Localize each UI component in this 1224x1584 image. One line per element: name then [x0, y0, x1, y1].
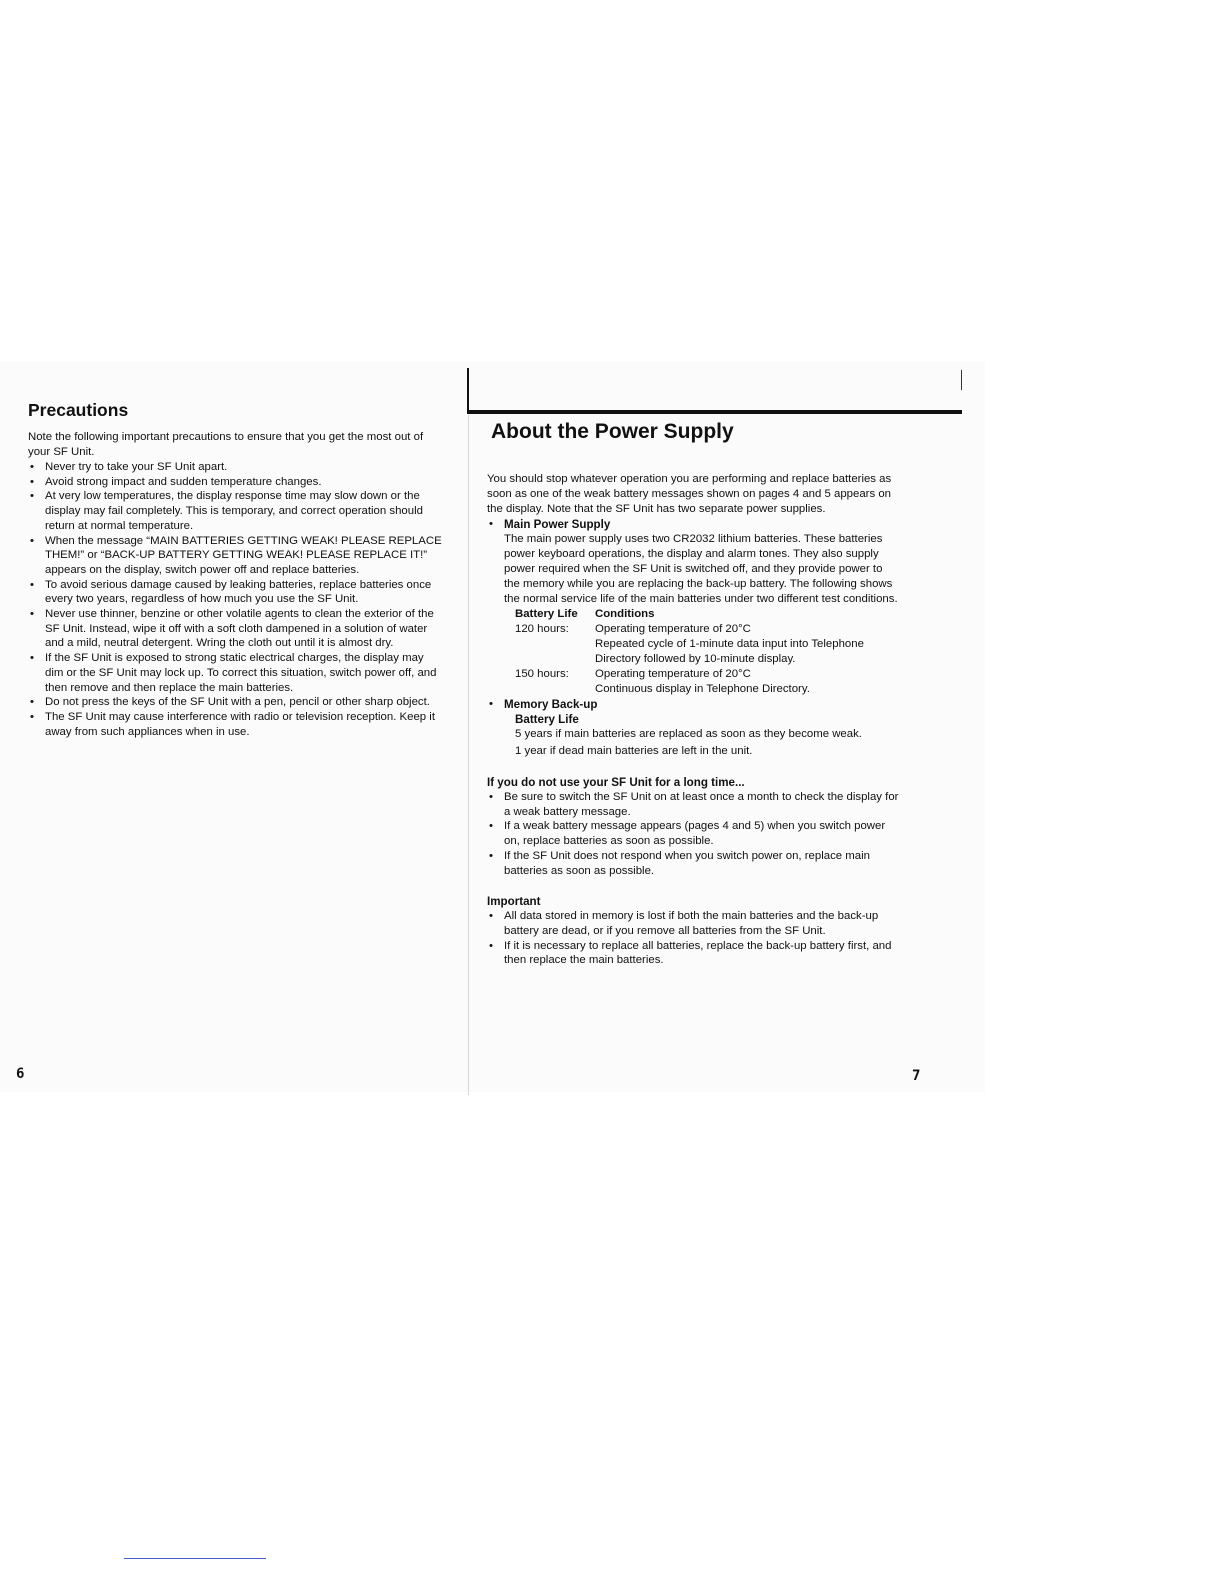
left-page: [28, 400, 442, 739]
table-row: [515, 622, 901, 667]
right-page: [487, 420, 901, 968]
memory-backup-section: [487, 697, 901, 759]
col-header-conditions: Conditions: [595, 608, 655, 620]
footer-link-underline: [124, 1558, 266, 1559]
page-title: About the Power Supply: [491, 420, 734, 443]
page-number-right: 7: [912, 1068, 921, 1084]
main-power-heading: • Main Power Supply: [504, 518, 611, 531]
conditions-cell: [595, 622, 901, 667]
list-item: • Be sure to switch the SF Unit on at least once a month to check the display for a weak battery message.: [487, 790, 901, 819]
crop-mark-right: [961, 370, 962, 390]
battery-life-table: [515, 607, 901, 697]
long-time-list: [487, 790, 901, 878]
list-item: • If a weak battery message appears (pages 4 and 5) when you switch power on, replace batteries as soon as possible.: [487, 819, 901, 848]
battery-life-subheading: Battery Life: [515, 713, 579, 726]
list-item: • Never use thinner, benzine or other volatile agents to clean the exterior of the SF Unit. Instead, wipe it off with a soft cloth dampened in a solution of water and a mild, neutral detergent. Wring the cloth out until it is almost dry.: [28, 607, 442, 651]
col-header-life: Battery Life: [515, 608, 578, 620]
list-item: • To avoid serious damage caused by leaking batteries, replace batteries once every two years, regardless of how much you use the SF Unit.: [28, 578, 442, 607]
condition-line: Operating temperature of 20°C: [595, 623, 751, 635]
page-number-left: 6: [16, 1066, 25, 1082]
crop-mark-left: [467, 368, 469, 414]
table-row: [515, 667, 901, 697]
condition-line: Repeated cycle of 1-minute data input into Telephone Directory followed by 10-minute display.: [595, 638, 864, 665]
header-rule: [468, 410, 962, 414]
intro-paragraph: Note the following important precautions to ensure that you get the most out of your SF Unit.: [28, 431, 424, 458]
backup-line: 5 years if main batteries are replaced as soon as they become weak.: [515, 728, 862, 740]
life-cell: 120 hours:: [515, 623, 569, 635]
list-item: • Do not press the keys of the SF Unit with a pen, pencil or other sharp object.: [28, 695, 442, 710]
page-gutter: [468, 415, 469, 1095]
list-item: • If the SF Unit does not respond when you switch power on, replace main batteries as soon as possible.: [487, 849, 901, 878]
long-time-heading: If you do not use your SF Unit for a long time...: [487, 776, 745, 789]
list-item: • The SF Unit may cause interference with radio or television reception. Keep it away from such appliances when in use.: [28, 710, 442, 739]
intro-paragraph: You should stop whatever operation you are performing and replace batteries as soon as one of the weak battery messages shown on pages 4 and 5 appears on the display. Note that the SF Unit has two separate power supplies.: [487, 473, 892, 515]
list-item: • At very low temperatures, the display response time may slow down or the display may fail completely. This is temporary, and correct operation should return at normal temperature.: [28, 489, 442, 533]
life-cell: 150 hours:: [515, 668, 569, 680]
list-item: • When the message “MAIN BATTERIES GETTING WEAK! PLEASE REPLACE THEM!” or “BACK-UP BATTERY GETTING WEAK! PLEASE REPLACE IT!” appears on the display, switch power off and replace batteries.: [28, 534, 442, 578]
condition-line: Continuous display in Telephone Directory.: [595, 683, 810, 695]
page-title: Precautions: [28, 400, 129, 420]
important-heading: Important: [487, 895, 541, 909]
backup-line: 1 year if dead main batteries are left in the unit.: [515, 745, 753, 757]
list-item: • All data stored in memory is lost if both the main batteries and the back-up battery are dead, or if you remove all batteries from the SF Unit.: [487, 909, 901, 938]
list-item: • If it is necessary to replace all batteries, replace the back-up battery first, and then replace the main batteries.: [487, 939, 901, 968]
list-item: • Never try to take your SF Unit apart.: [28, 460, 442, 475]
memory-backup-heading: • Memory Back-up: [504, 698, 598, 711]
main-power-section: [487, 517, 901, 697]
condition-line: Operating temperature of 20°C: [595, 668, 751, 680]
power-supply-list: [487, 517, 901, 759]
important-list: [487, 909, 901, 968]
list-item: • Avoid strong impact and sudden temperature changes.: [28, 475, 442, 490]
conditions-cell: [595, 667, 901, 697]
main-power-text: The main power supply uses two CR2032 lithium batteries. These batteries power keyboard operations, the display and alarm tones. They also supply power required when the SF Unit is switched off, and they provide power to the memory while you are replacing the back-up battery. The following shows the normal service life of the main batteries under two different test conditions.: [504, 533, 898, 605]
list-item: • If the SF Unit is exposed to strong static electrical charges, the display may dim or the SF Unit may lock up. To correct this situation, switch power off, and then remove and then replace the main batteries.: [28, 651, 442, 695]
precautions-list: [28, 460, 442, 739]
